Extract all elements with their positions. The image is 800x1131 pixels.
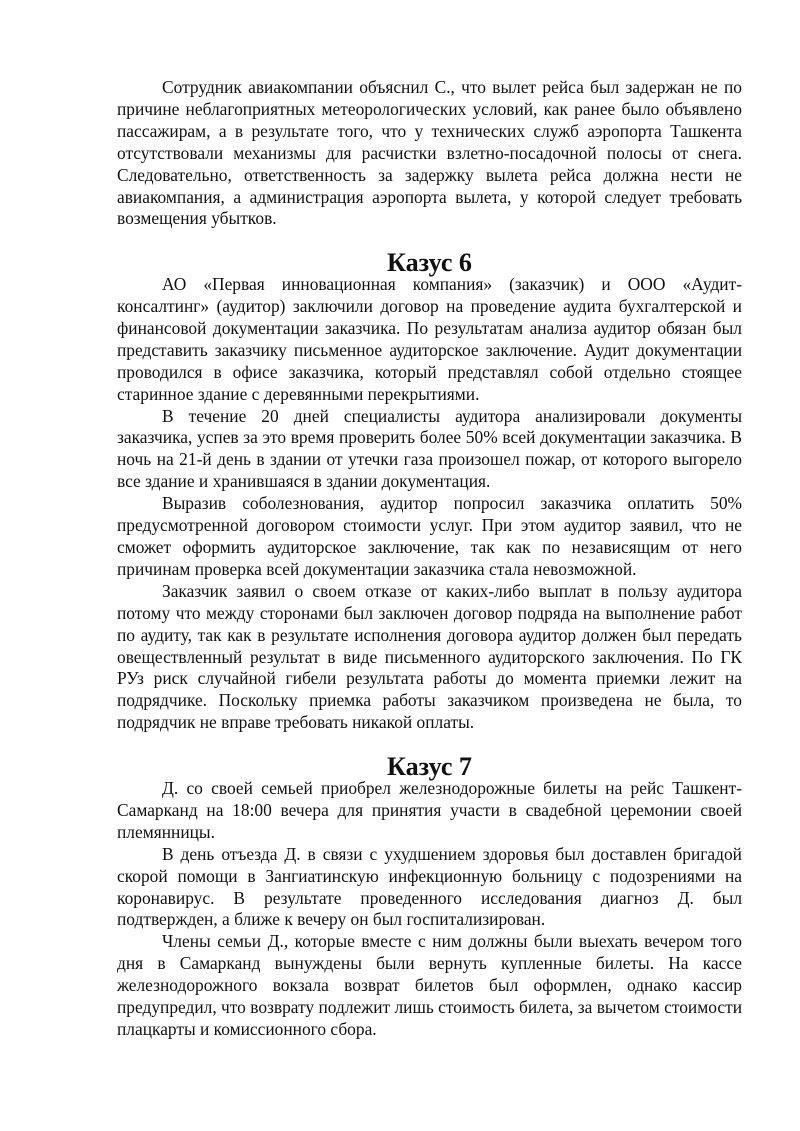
intro-paragraph: Сотрудник авиакомпании объяснил С., что вылет рейса был задержан не по причине неблагоприятных метеорологических условий, как ранее было объявлено пассажирам, а в результате того, что у технических служб аэропорта Ташкента отсутствовали механизмы для расчистки взлетно-посадочной полосы от снега. Следовательно, ответственность за задержку вылета рейса должна нести не авиакомпания, а администрация аэропорта вылета, у которой следует требовать возмещения убытков. xyxy=(117,77,742,229)
case-7-paragraph-1: Д. со своей семьей приобрел железнодорожные билеты на рейс Ташкент-Самарканд на 18:00 вечера для принятия участи в свадебной церемонии своей племянницы. xyxy=(117,777,742,842)
case-6-title: Казус 6 xyxy=(387,248,472,278)
case-6-paragraph-3: Выразив соболезнования, аудитор попросил заказчика оплатить 50% предусмотренной договором стоимости услуг. При этом аудитор заявил, что не сможет оформить аудиторское заключение, так как по независящим от него причинам проверка всей документации заказчика стала невозможной. xyxy=(117,493,742,579)
case-6-paragraph-2: В течение 20 дней специалисты аудитора анализировали документы заказчика, успев за это время проверить более 50% всей документации заказчика. В ночь на 21-й день в здании от утечки газа произошел пожар, от которого выгорело все здание и хранившаяся в здании документация. xyxy=(117,405,742,492)
case-7-paragraph-3: Члены семьи Д., которые вместе с ним должны были выехать вечером того дня в Самарканд вынуждены были вернуть купленные билеты. На кассе железнодорожного вокзала возврат билетов был оформлен, однако кассир предупредил, что возврату подлежит лишь стоимость билета, за вычетом стоимости плацкарты и комиссионного сбора. xyxy=(117,931,742,1039)
case-6-paragraph-1: АО «Первая инновационная компания» (заказчик) и ООО «Аудит-консалтинг» (аудитор) заключили договор на проведение аудита бухгалтерской и финансовой документации заказчика. По результатам анализа аудитор обязан был представить заказчику письменное аудиторское заключение. Аудит документации проводился в офисе заказчика, который представлял собой отдельно стоящее старинное здание с деревянными перекрытиями. xyxy=(117,274,742,404)
document-page xyxy=(117,77,742,1041)
case-6-paragraph-4: Заказчик заявил о своем отказе от каких-либо выплат в пользу аудитора потому что между сторонами был заключен договор подряда на выполнение работ по аудиту, так как в результате исполнения договора аудитор должен был передать овеществленный результат в виде письменного аудиторского заключения. По ГК РУз риск случайной гибели результата работы до момента приемки лежит на подрядчике. Поскольку приемка работы заказчиком произведена не была, то подрядчик не вправе требовать никакой оплаты. xyxy=(117,580,742,733)
case-7-title: Казус 7 xyxy=(387,752,472,782)
case-7-paragraph-2: В день отъезда Д. в связи с ухудшением здоровья был доставлен бригадой скорой помощи в Зангиатинскую инфекционную больницу с подозрениями на коронавирус. В результате проведенного исследования диагноз Д. был подтвержден, а ближе к вечеру он был госпитализирован. xyxy=(117,843,742,930)
